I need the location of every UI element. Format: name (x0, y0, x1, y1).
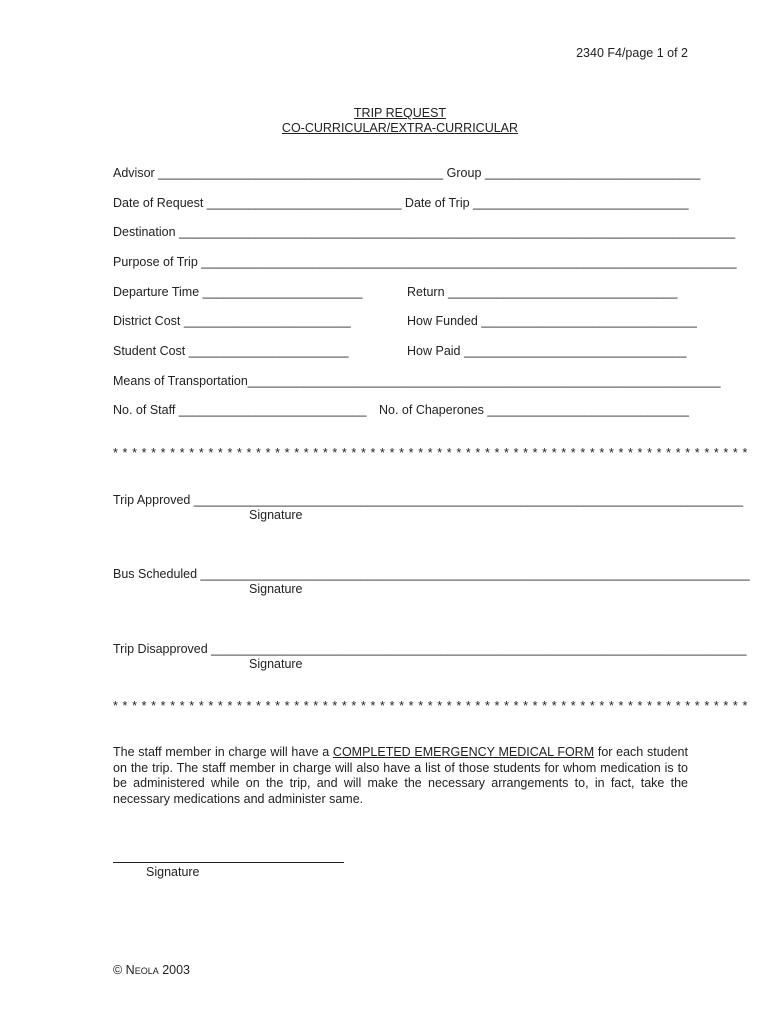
district-cost-field[interactable]: District Cost ________________________ (113, 314, 351, 328)
notice-text-end: for each student on the trip. The staff member in charge will also have a list of those students for whom medication is to be administered while on the trip, and will make the necessary arrangements to, in fact, take the necessary medications and administer same. (113, 745, 688, 806)
trip-disapproved-field[interactable]: Trip Disapproved _____________________________________________________________________________ (113, 642, 747, 656)
medical-notice-paragraph (113, 745, 688, 807)
notice-emphasis: COMPLETED EMERGENCY MEDICAL FORM (332, 745, 595, 759)
notice-text-start: The staff member in charge will have a (113, 745, 333, 759)
departure-time-field[interactable]: Departure Time _______________________ (113, 285, 363, 299)
trip-approved-field[interactable]: Trip Approved _______________________________________________________________________________ (113, 493, 744, 507)
form-title: TRIP REQUEST (353, 106, 447, 120)
chaperones-count-field[interactable]: No. of Chaperones _____________________________ (379, 403, 690, 417)
return-field[interactable]: Return _________________________________ (407, 285, 678, 299)
destination-field[interactable]: Destination ________________________________________________________________________________ (113, 225, 736, 239)
advisor-group-field[interactable]: Advisor _________________________________________ Group _______________________________ (113, 166, 701, 180)
separator: * * * * * * * * * * * * * * * * * * * * * * * * * * * * * * * * * * * * * * * * * * * * * * * * * * * * * * * * * * * * * * * * * * * (113, 446, 748, 460)
signature-line[interactable] (113, 862, 344, 863)
separator: * * * * * * * * * * * * * * * * * * * * * * * * * * * * * * * * * * * * * * * * * * * * * * * * * * * * * * * * * * * * * * * * * * * (113, 699, 748, 713)
how-funded-field[interactable]: How Funded _______________________________ (407, 314, 697, 328)
form-subtitle: CO-CURRICULAR/EXTRA-CURRICULAR (281, 121, 519, 135)
page-reference: 2340 F4/page 1 of 2 (576, 46, 688, 60)
signature-label: Signature (249, 657, 303, 671)
bus-scheduled-field[interactable]: Bus Scheduled _______________________________________________________________________________ (113, 567, 750, 581)
signature-label: Signature (249, 582, 303, 596)
staff-count-field[interactable]: No. of Staff ___________________________ (113, 403, 367, 417)
how-paid-field[interactable]: How Paid ________________________________ (407, 344, 687, 358)
transportation-field[interactable]: Means of Transportation____________________________________________________________________ (113, 374, 721, 388)
signature-label: Signature (249, 508, 303, 522)
student-cost-field[interactable]: Student Cost _______________________ (113, 344, 349, 358)
copyright-footer: © Neola 2003 (113, 963, 191, 977)
bottom-signature-label: Signature (146, 865, 200, 879)
purpose-field[interactable]: Purpose of Trip _____________________________________________________________________________ (113, 255, 737, 269)
date-request-trip-field[interactable]: Date of Request ____________________________ Date of Trip _______________________________ (113, 196, 689, 210)
